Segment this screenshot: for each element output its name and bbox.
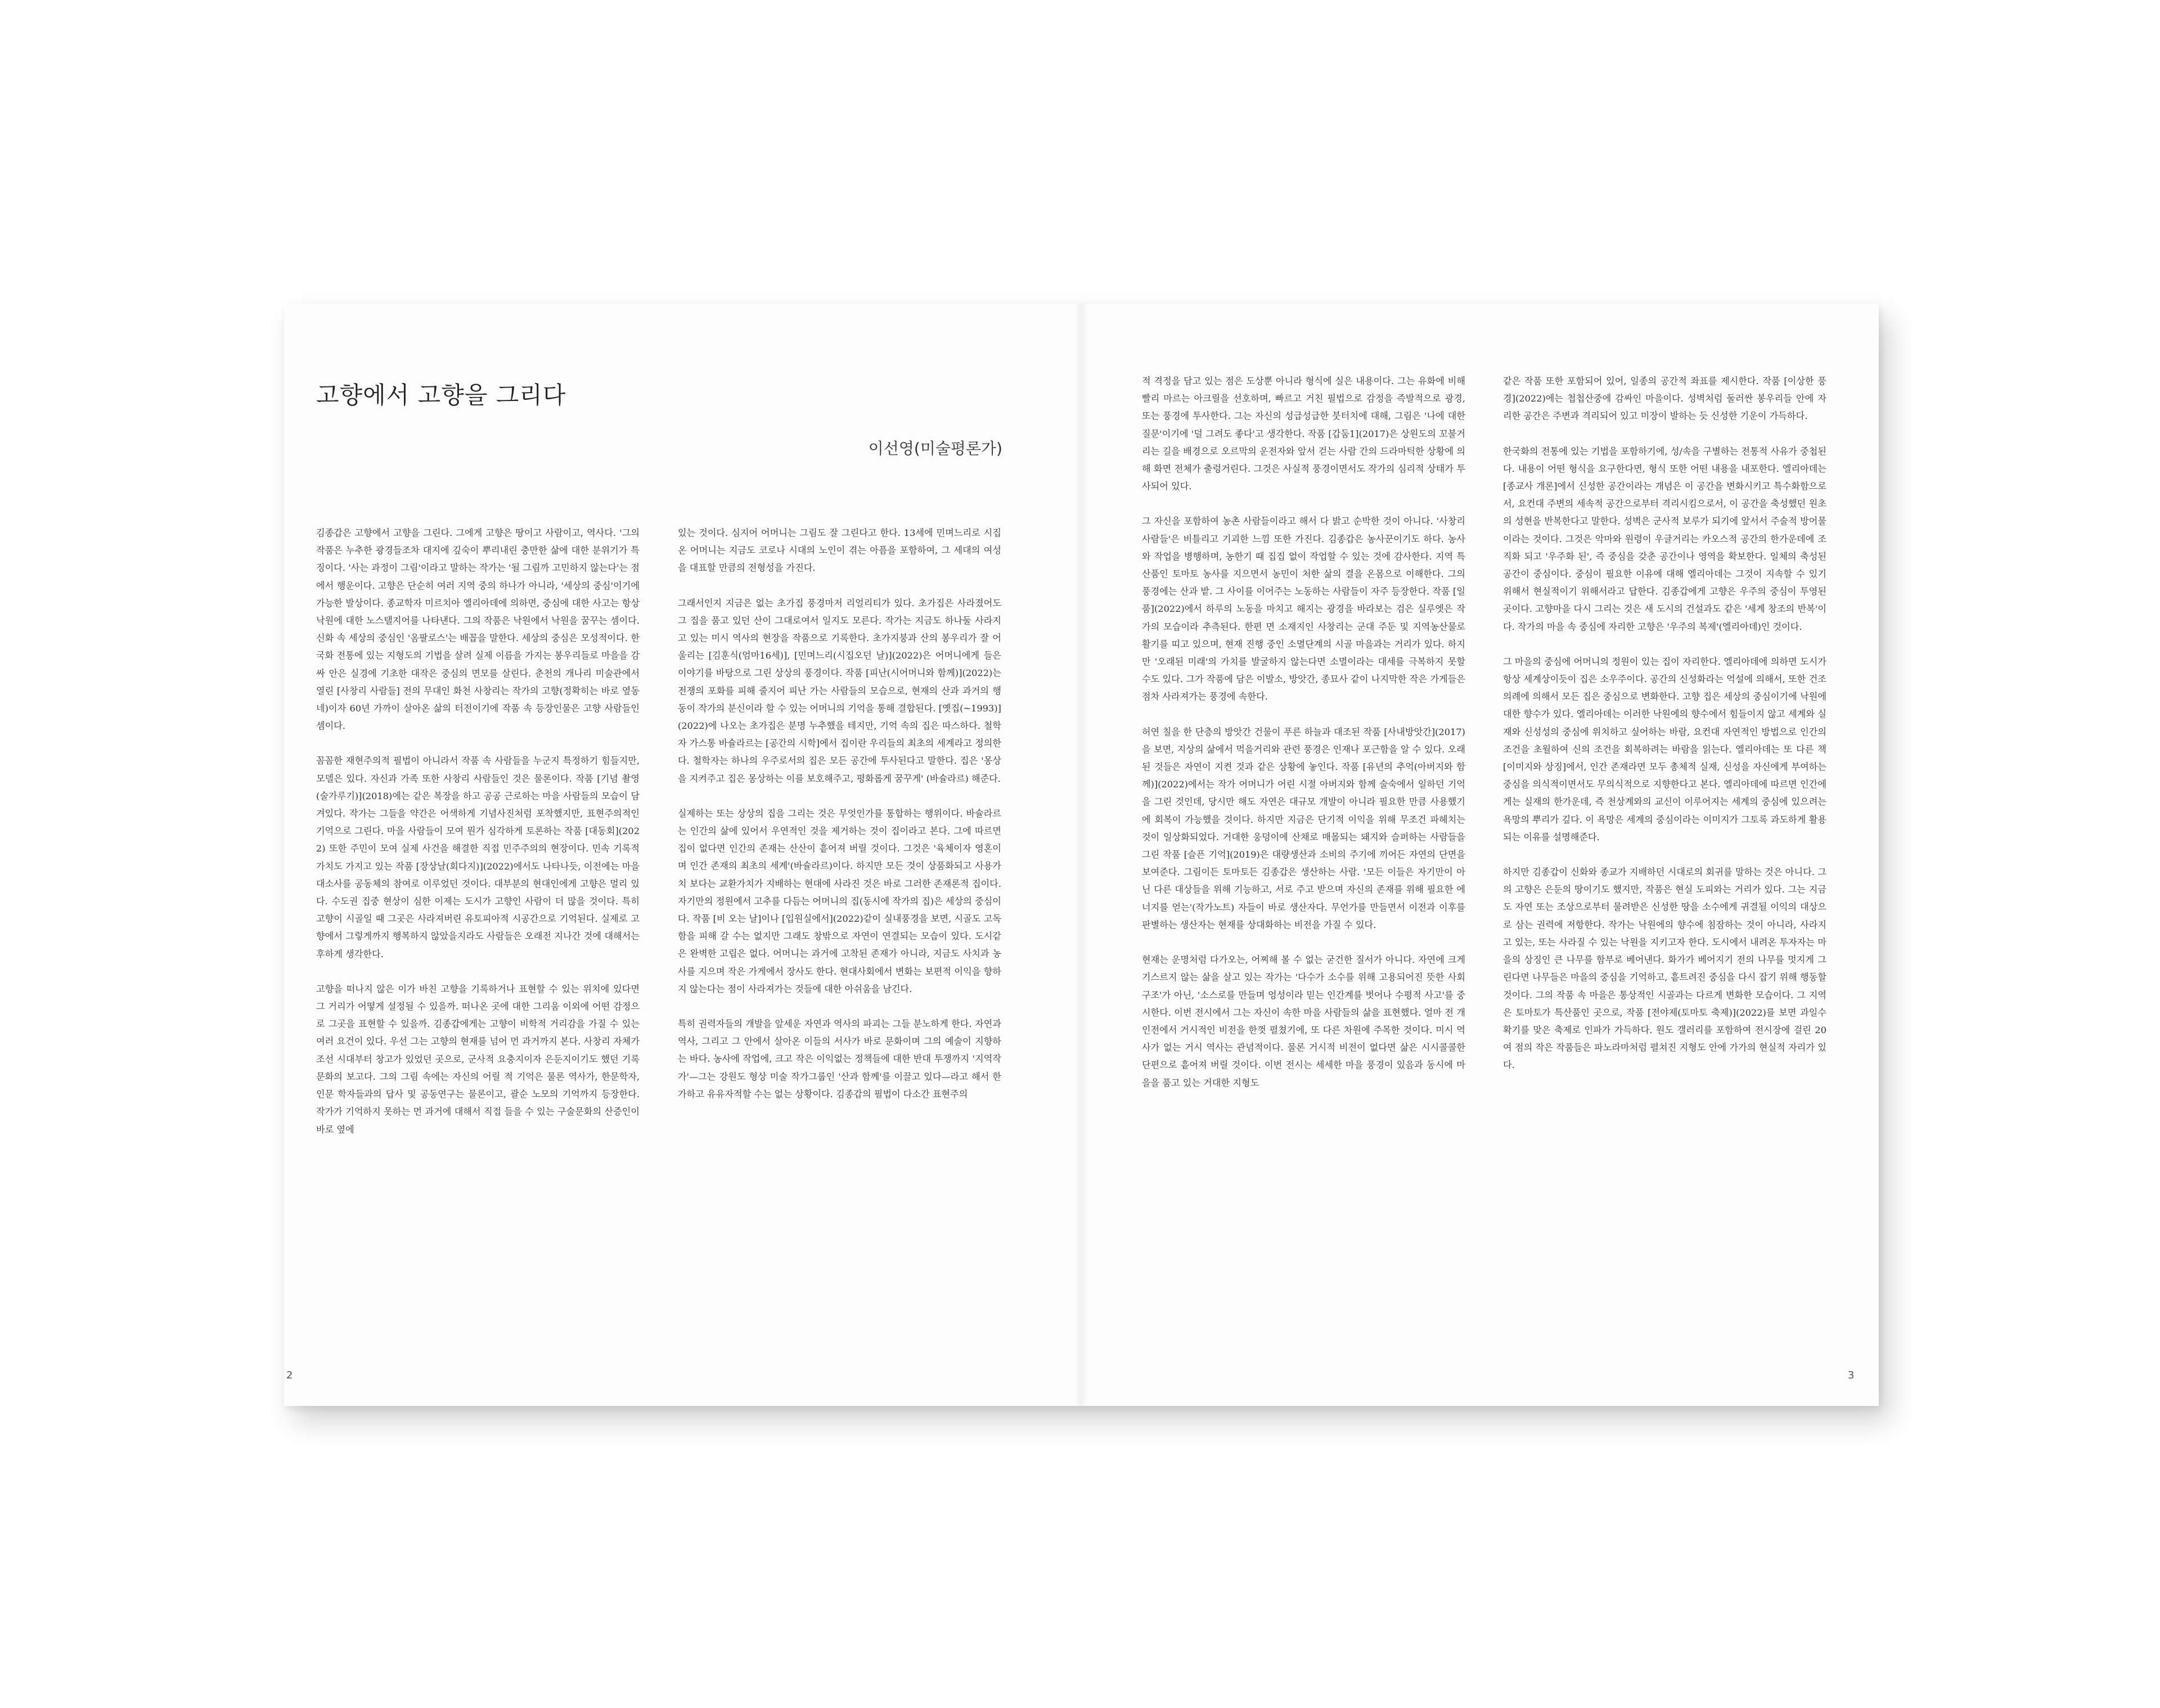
paragraph: 한국화의 전통에 있는 기법을 포함하기에, 성/속을 구별하는 전통적 사유가 중첩된다. 내용이 어떤 형식을 요구한다면, 형식 또한 어떤 내용을 내포한다. 엘리아데는 [종교사 개론]에서 신성한 공간이라는 개념은 이 공간을 변화시키고 특수화함으로서, 요컨대 주변의 세속적 공간으로부터 격리시킴으로서, 이 공간을 축성했던 원초의 성현을 반복한다고 말한다. 성벽은 군사적 보루가 되기에 앞서서 주술적 방어물이라는 것이다. 그것은 악마와 원령이 우글거리는 카오스적 공간의 한가운데에 조직화 되고 '우주화 된', 즉 중심을 갖춘 공간이나 영역을 확보한다. 일체의 축성된 공간이 중심이다. 중심이 필요한 이유에 대해 엘리아데는 그것이 지속할 수 있기 위해서 현실적이기 위해서라고 답한다. 김종갑에게 고향은 우주의 중심이 투영된 곳이다. 고향마을 다시 그리는 것은 새 도시의 건설과도 같은 '세계 창조의 반복'이다. 작가의 마을 속 중심에 자리한 고향은 '우주의 복제'(엘리아데)인 것이다.: [1503, 445, 1826, 632]
paragraph: 꼼꼼한 재현주의적 필법이 아니라서 작품 속 사람들을 누군지 특정하기 힘들지만, 모델은 있다. 자신과 가족 또한 사창리 사람들인 것은 물론이다. 작품 [기념 촬영(술가루기)](2018)에는 같은 복장을 하고 공공 근로하는 마을 사람들의 모습이 담겨있다. 작가는 그들을 약간은 어색하게 기념사진처럼 포착했지만, 표현주의적인 기억으로 그린다. 마을 사람들이 모여 뭔가 심각하게 토론하는 작품 [대동회](2022) 또한 주민이 모여 실제 사건을 해결한 직접 민주주의의 현장이다. 민속 기록적 가치도 가지고 있는 작품 [장상날(회다지)](2022)에서도 나타나듯, 이전에는 마을 대소사를 공동체의 참여로 이루었던 것이다. 대부분의 현대인에게 고향은 멀리 있다. 수도권 집중 현상이 심한 이제는 도시가 고향인 사람이 더 많을 것이다. 특히 고향이 시골일 때 그곳은 사라져버린 유토피아적 시공간으로 기억된다. 실제로 고향에서 그렇게까지 행복하지 않았을지라도 사람들은 오래전 지나간 것에 대해서는 후하게 생각한다.: [316, 755, 640, 959]
paragraph: 특히 권력자들의 개발을 앞세운 자연과 역사의 파괴는 그들 분노하게 한다. 자연과 역사, 그리고 그 안에서 살아온 이들의 서사가 바로 문화이며 그의 예술이 지향하는 바다. 농사에 작업에, 크고 작은 이익없는 정책들에 대한 반대 투쟁까지 '지역작가'—그는 강원도 형상 미술 작가그룹인 '산과 함께'를 이끌고 있다—라고 해서 한가하고 유유자적할 수는 없는 상황이다. 김종갑의 필법이 다소간 표현주의: [678, 1019, 1001, 1099]
paragraph: 그래서인지 지금은 없는 초가집 풍경마저 리얼리티가 있다. 초가집은 사라졌어도 그 집을 품고 있던 산이 그대로여서 일지도 모른다. 작가는 지금도 하나둘 사라지고 있는 미시 역사의 현장을 작품으로 기록한다. 초가지붕과 산의 봉우리가 잘 어울리는 [김훈식(엄마16세)], [민며느리(시집오던 날)](2022)은 어머니에게 들은 이야기를 바탕으로 그린 상상의 풍경이다. 작품 [피난(시어머니와 함께)](2022)는 전쟁의 포화를 피해 줄지어 피난 가는 사람들의 모습으로, 현재의 산과 과거의 행동이 작가의 분신이라 할 수 있는 어머니의 기억을 통해 결합된다. [옛집(~1993)](2022)에 나오는 초가집은 분명 누추했을 테지만, 기억 속의 집은 따스하다. 철학자 가스통 바슐라르는 [공간의 시학]에서 집이란 우리들의 최초의 세계라고 정의한다. 철학자는 하나의 우주로서의 집은 모든 공간에 투사된다고 말한다. 집은 '몽상을 지켜주고 집은 몽상하는 이를 보호해주고, 평화롭게 꿈꾸게' (바슐라르) 해준다.: [678, 597, 1001, 784]
article-author: 이선영(미술평론가): [868, 439, 1002, 458]
paragraph: 실제하는 또는 상상의 집을 그리는 것은 무엇인가를 통합하는 행위이다. 바슐라르는 인간의 삶에 있어서 우연적인 것을 제거하는 것이 집이라고 본다. 그에 따르면 집이 없다면 인간의 존재는 산산이 흩어져 버릴 것이다. 그것은 '육체이자 영혼이며 인간 존재의 최초의 세계'(바슐라르)이다. 하지만 모든 것이 상품화되고 사용가치 보다는 교환가치가 지배하는 현대에 사라진 것은 바로 그러한 존재론적 집이다. 자기만의 정원에서 고추를 다듬는 어머니의 집(동시에 작가의 집)은 세상의 중심이다. 작품 [비 오는 날]이나 [입원실에서](2022)같이 실내풍경을 보면, 시골도 고독함을 피해 갈 수는 없지만 그래도 창밖으로 자연이 연결되는 모습이 있다. 도시같은 완벽한 고립은 없다. 어머니는 과거에 고착된 존재가 아니라, 지금도 사치과 농사를 지으며 작은 가게에서 장사도 한다. 현대사회에서 변화는 보편적 이익을 향하지 않는다는 점이 사라져가는 것들에 대한 아쉬움을 남긴다.: [678, 808, 1001, 994]
right-page-column-2: [1503, 372, 1826, 1160]
book-gutter-shadow: [1074, 304, 1088, 1406]
paragraph: 허연 칠을 한 단층의 방앗간 건물이 푸른 하늘과 대조된 작품 [사내방앗간](2017)을 보면, 지상의 삶에서 먹을거리와 관련 풍경은 인재나 포근함을 알 수 있다. 오래된 것들은 자연이 지켠 것과 같은 상황에 놓인다. 작품 [유년의 추억(아버지와 함께)](2022)에서는 작가 어머니가 어린 시절 아버지와 함께 술숙에서 일하던 기억을 그린 것인데, 당시만 해도 자연은 대규모 개발이 아니라 필요한 만큼 사용했기에 회복이 가능했을 것이다. 하지만 지금은 단기적 이익을 위해 무조건 파헤치는 것이 일상화되었다. 거대한 웅덩이에 산채로 매몰되는 돼지와 슬퍼하는 사람들을 그린 작품 [슬픈 기억](2019)은 대량생산과 소비의 주기에 끼어든 자연의 단면을 보여준다. 그림이든 토마토든 김종갑은 생산하는 사람. '모든 이들은 자기만이 아닌 다른 대상들을 위해 기능하고, 서로 주고 받으며 자신의 존재를 위해 필요한 에너지를 얻는'(작가노트) 자들이 바로 생산자다. 무언가를 만들면서 이전과 이후를 판별하는 생산자는 현재를 상대화하는 비전을 가질 수 있다.: [1142, 726, 1465, 930]
right-page-column-1: [1142, 372, 1465, 1160]
paragraph: 같은 작품 또한 포함되어 있어, 일종의 공간적 좌표를 제시한다. 작품 [이상한 풍경](2022)에는 첩첩산중에 감싸인 마을이다. 성벽처럼 둘러싼 봉우리들 안에 자리한 공간은 주변과 격리되어 있고 미장이 발하는 듯 신성한 기운이 가득하다.: [1503, 376, 1826, 422]
paragraph: 김종갑은 고향에서 고향을 그린다. 그에게 고향은 땅이고 사람이고, 역사다. '그의 작품은 누추한 광경들조차 대지에 깊숙이 뿌리내린 충만한 삶에 대한 분위기가 특징이다. '사는 과정이 그림'이라고 말하는 작가는 '될 그림까 고민하지 않는다'는 점에서 행운이다. 고향은 단순히 여러 지역 중의 하나가 아니라, '세상의 중심'이기에 가능한 발상이다. 종교학자 미르치아 엘리아데에 의하면, 중심에 대한 사고는 항상 낙원에 대한 노스탤지어를 나타낸다. 그의 작품은 낙원에서 낙원을 꿈꾸는 셈이다. 신화 속 세상의 중심인 '옴팔로스'는 배꼽을 말한다. 세상의 중심은 모성적이다. 한국화 전통에 있는 지형도의 기법을 살려 실제 이름을 가지는 봉우리들로 마을을 감싸 안은 실경에 기초한 대작은 중심의 면모를 살린다. 춘천의 개나리 미술관에서 열린 [사창리 사람들] 전의 무대인 화천 사창리는 작가의 고향(정확히는 바로 옆동네)이자 60년 가까이 살아온 삶의 터전이기에 작품 속 등장인물은 고향 사람들인 셈이다.: [316, 528, 640, 732]
page-number-left: 2: [286, 1369, 293, 1381]
right-page: [1081, 304, 1879, 1406]
left-page-column-1: [316, 524, 640, 1312]
left-page-column-2: [678, 524, 1001, 1312]
paragraph: 있는 것이다. 심지어 어머니는 그림도 잘 그린다고 한다. 13세에 민며느리로 시집온 어머니는 지금도 코로나 시대의 노인이 겪는 아픔을 포함하여, 그 세대의 여성을 대표할 만큼의 전형성을 가진다.: [678, 528, 1001, 574]
paragraph: 고향을 떠나지 않은 이가 바친 고향을 기록하거나 표현할 수 있는 위치에 있다면 그 거리가 어떻게 설정될 수 있을까. 떠나온 곳에 대한 그리움 이외에 어떤 감정으로 그곳을 표현할 수 있을까. 김종갑에게는 고향이 비학적 거리감을 가질 수 있는 여러 요건이 있다. 우선 그는 고향의 현재를 넘어 먼 과거까지 본다. 사창리 자체가 조선 시대부터 창고가 있었던 곳으로, 군사적 요충지이자 은둔지이기도 했던 기록문화의 보고다. 그의 그림 속에는 자신의 어릴 적 기억은 물론 역사가, 한문학자, 인문 학자들과의 답사 및 공동연구는 물론이고, 괄순 노모의 기억까지 등장한다. 작가가 기억하지 못하는 먼 과거에 대해서 직접 들을 수 있는 구술문화의 산증인이 바로 옆에: [316, 983, 640, 1135]
article-title: 고향에서 고향을 그리다: [316, 381, 566, 409]
paragraph: 그 자신을 포함하여 농촌 사람들이라고 해서 다 밝고 순박한 것이 아니다. '사창리 사람들'은 비틀리고 기괴한 느낌 또한 가진다. 김종갑은 농사꾼이기도 하다. 농사와 작업을 병행하며, 농한기 때 집집 없이 작업할 수 있는 것에 감사한다. 지역 특산품인 토마토 농사를 지으면서 농민이 처한 삶의 결을 온몸으로 이해한다. 그의 풍경에는 산과 밭. 그 사이를 이어주는 노동하는 사람들이 자주 등장한다. 작품 [일품](2022)에서 하루의 노동을 마치고 해지는 광경을 바라보는 검은 실루엣은 작가의 모습이라 추측된다. 한편 면 소재지인 사창리는 군대 주둔 및 지역농산물로 활기를 띠고 있으며, 현재 진행 중인 소멸단계의 시골 마을과는 거리가 있다. 하지만 '오래된 미래'의 가치를 발굴하지 않는다면 소멸이라는 대세를 극복하지 못할 수도 있다. 그가 작품에 담은 이발소, 방앗간, 종묘사 같이 나지막한 작은 가게들은 점차 사라져가는 풍경에 속한다.: [1142, 516, 1465, 702]
paragraph: 현재는 운명처럼 다가오는, 어찌해 볼 수 없는 굳건한 질서가 아니다. 자연에 크게 기스르지 않는 삶을 살고 있는 작가는 '다수가 소수를 위해 고용되어진 뜻한 사회구조'가 아닌, '소스로를 만들며 엉성이라 믿는 인간계를 벗어나 수평적 사고'를 중시한다. 이번 전시에서 그는 자신이 속한 마을 사람들의 삶을 표현했다. 얼마 전 개인전에서 거시적인 비전을 한껏 펼쳤기에, 또 다른 차원에 주목한 것이다. 미시 역사가 없는 거시 역사는 관념적이다. 물론 거시적 비전이 없다면 삶은 시시콜콜한 단편으로 흩어져 버릴 것이다. 이번 전시는 세세한 마을 풍경이 있음과 동시에 마을을 품고 있는 거대한 지형도: [1142, 954, 1465, 1088]
book-spread: [284, 304, 1879, 1406]
paragraph: 하지만 김종갑이 신화와 종교가 지배하던 시대로의 회귀를 말하는 것은 아니다. 그의 고향은 은둔의 땅이기도 했지만, 작품은 현실 도피와는 거리가 있다. 그는 지금도 자연 또는 조상으로부터 물려받은 신성한 땅을 소수에게 귀결될 이익의 대상으로 삼는 권력에 저항한다. 작가는 낙원에의 향수에 침잠하는 것이 아니라, 사라지고 있는, 또는 사라질 수 있는 낙원을 지키고자 한다. 도시에서 내려온 투자자는 마을의 상징인 큰 나무를 함부로 베어낸다. 화가가 베어지기 전의 나무를 멋지게 그린다면 나무들은 마을의 중심을 기억하고, 흩트려진 중심을 다시 잡기 위해 행동할 것이다. 그의 작품 속 마을은 통상적인 시골과는 다르게 변화한 모습이다. 그 지역은 토마토가 특산품인 곳으로, 작품 [전야제(토마토 축제)](2022)를 보면 과일수확기를 맞은 축제로 인파가 가득하다. 원도 갤러리를 포함하여 전시장에 걸린 20여 점의 작은 작품들은 파노라마처럼 펼쳐진 지형도 안에 가가의 현실적 자리가 있다.: [1503, 867, 1826, 1071]
page-number-right: 3: [1848, 1369, 1855, 1381]
paragraph: 그 마을의 중심에 어머니의 정원이 있는 집이 자리한다. 엘리아데에 의하면 도시가 항상 세계상이듯이 집은 소우주이다. 공간의 신성화라는 억설에 의해서, 또한 건조 의례에 의해서 모든 집은 중심으로 변화한다. 고향 집은 세상의 중심이기에 낙원에 대한 향수가 있다. 엘리아데는 이러한 낙원에의 향수에서 힘들이지 않고 세계와 실재와 신성성의 중심에 위치하고 싶어하는 바람, 요컨대 자연적인 방법으로 인간의 조건을 초월하여 신의 조건을 회복하려는 바람을 읽는다. 엘리아데는 또 다른 책 [이미지와 상징]에서, 인간 존재라면 모두 총체적 실재, 신성을 자신에게 부여하는 중심을 의식적이면서도 무의식적으로 지향한다고 본다. 엘리아데에 따르면 인간에게는 실재의 한가운데, 즉 천상계와의 교신이 이루어지는 세계의 중심에 있으려는 욕망의 뿌리가 깊다. 이 욕망은 세계의 중심이라는 이미지가 그토록 과도하게 활용되는 이유를 설명해준다.: [1503, 656, 1826, 842]
left-page: [284, 304, 1081, 1406]
paragraph: 적 격정을 담고 있는 점은 도상뿐 아니라 형식에 실은 내용이다. 그는 유화에 비해 빨리 마르는 아크릴을 선호하며, 빠르고 거친 필법으로 감정을 즉발적으로 광경, 또는 풍경에 투사한다. 그는 자신의 성급성급한 붓터치에 대해, 그림은 '나에 대한 질문'이기에 '덜 그려도 좋다'고 생각한다. 작품 [갑둠1](2017)은 상원도의 꼬불거리는 길을 배경으로 오르막의 운전자와 앞서 걷는 사람 간의 드라마틱한 상황에 의해 화면 전체가 출렁거린다. 그것은 사실적 풍경이면서도 작가의 심리적 상태가 투사되어 있다.: [1142, 376, 1465, 492]
